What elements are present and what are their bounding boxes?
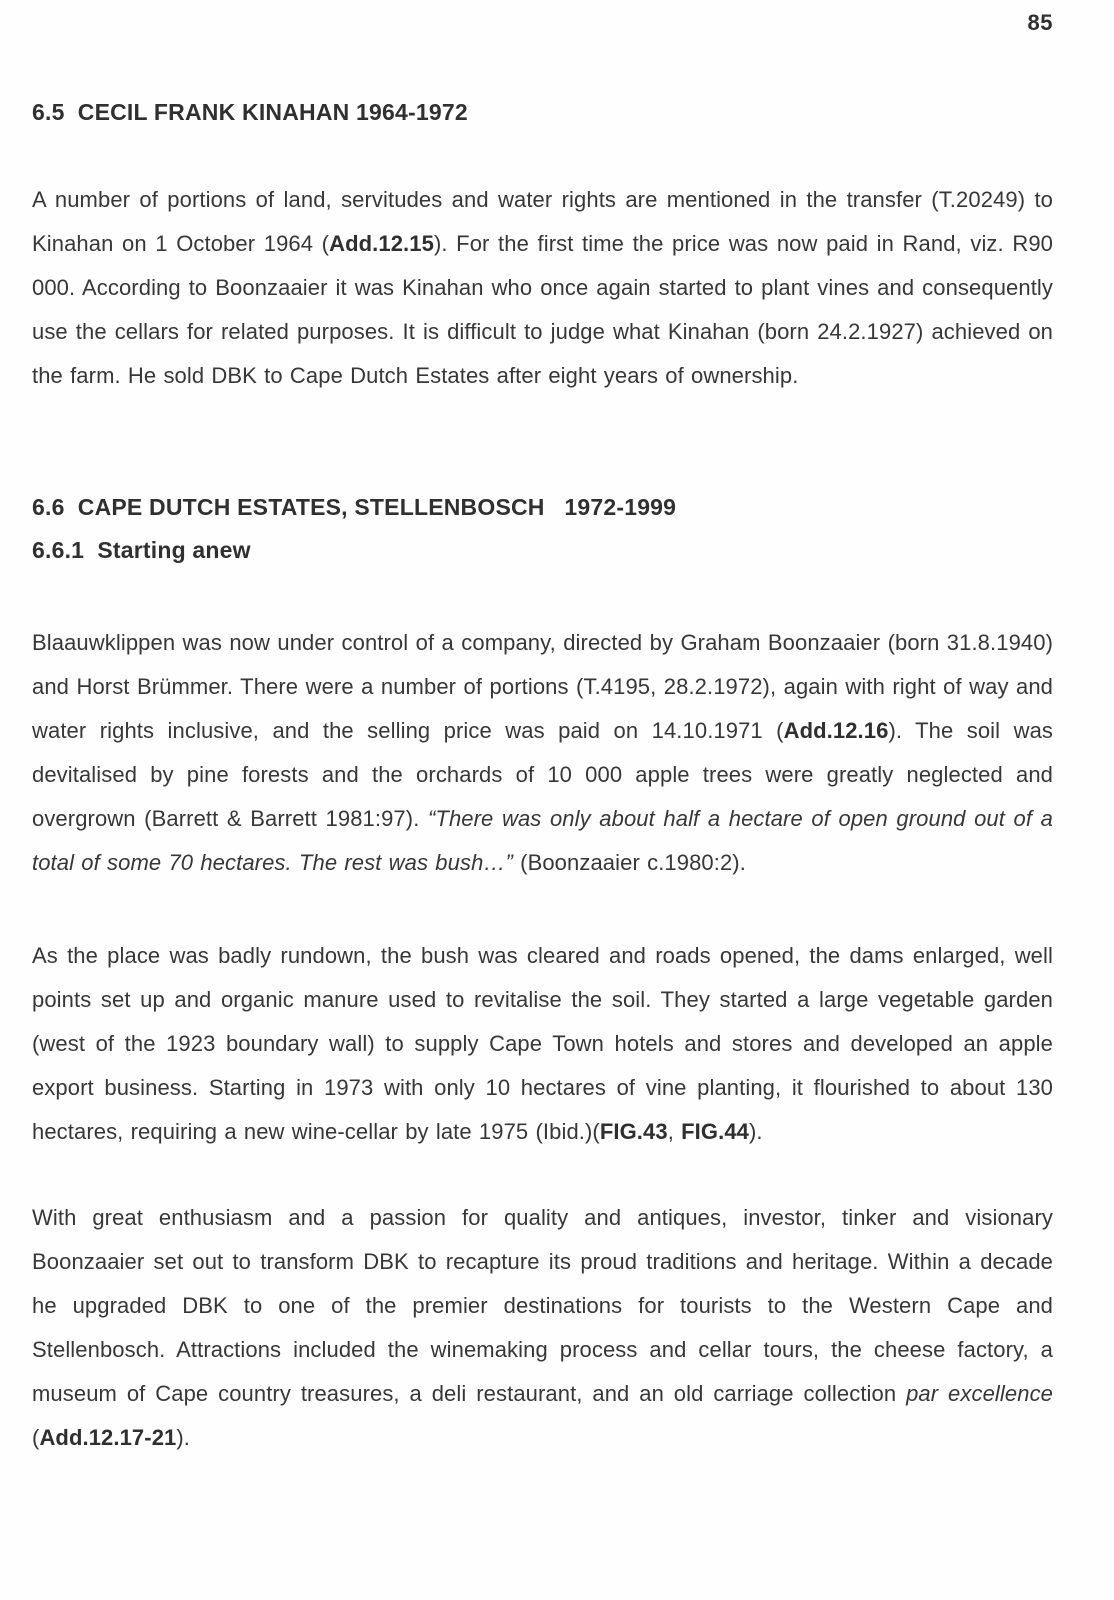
paragraph-kinahan [32, 178, 1053, 398]
text-run: Blaauwklippen was now under control of a company, directed by Graham Boonzaaier (born 31.8.1940) and Horst Brümmer. There were a number of portions (T.4195, 28.2.1972), again with right of way and water rights inclusive, and the selling price was paid on 14.10.1971 ( [32, 630, 1053, 743]
text-run: Add.12.15 [329, 231, 434, 256]
paragraph-starting-anew [32, 621, 1053, 885]
text-run: “There was only about half a hectare of open ground out of a total of some 70 hectares. The rest was bush…” [32, 806, 1053, 875]
text-run: FIG.44 [681, 1119, 749, 1144]
text-run: (Boonzaaier c.1980:2). [512, 850, 746, 875]
text-run: FIG.43 [599, 1119, 668, 1144]
text-run: With great enthusiasm and a passion for quality and antiques, investor, tinker and visionary Boonzaaier set out to transform DBK to recapture its proud traditions and heritage. Within a decade he upgraded DBK to one of the premier destinations for tourists to the Western Cape and Stellenbosch. Attractions included the winemaking process and cellar tours, the cheese factory, a museum of Cape country treasures, a deli restaurant, and an old carriage collection [32, 1205, 1053, 1406]
paragraph-revitalise [32, 934, 1053, 1154]
text-run: A number of portions of land, servitudes and water rights are mentioned in the transfer (T.20249) to Kinahan on 1 October 1964 ( [32, 187, 1053, 256]
heading-section-6-6: 6.6 CAPE DUTCH ESTATES, STELLENBOSCH 1972-1999 [32, 494, 677, 520]
text-run: Add.12.16 [783, 718, 889, 743]
text-run: par excellence [906, 1381, 1053, 1406]
text-run: ). [176, 1425, 191, 1450]
text-run: ( [32, 1425, 40, 1450]
text-run: , [667, 1119, 682, 1144]
heading-section-6-6-1: 6.6.1 Starting anew [32, 537, 251, 563]
heading-section-6-5: 6.5 CECIL FRANK KINAHAN 1964-1972 [32, 99, 468, 125]
paragraph-enthusiasm [32, 1196, 1053, 1460]
text-run: Add.12.17-21 [39, 1425, 177, 1450]
text-run: ). The soil was devitalised by pine forests and the orchards of 10 000 apple trees were greatly neglected and overgrown (Barrett & Barrett 1981:97). [32, 718, 1054, 831]
page-number: 85 [1027, 10, 1053, 35]
text-run: ). [749, 1119, 763, 1144]
text-run: ). For the first time the price was now paid in Rand, viz. R90 000. According to Boonzaaier it was Kinahan who once again started to plant vines and consequently use the cellars for related purposes. It is difficult to judge what Kinahan (born 24.2.1927) achieved on the farm. He sold DBK to Cape Dutch Estates after eight years of ownership. [32, 231, 1053, 388]
text-run: As the place was badly rundown, the bush was cleared and roads opened, the dams enlarged, well points set up and organic manure used to revitalise the soil. They started a large vegetable garden (west of the 1923 boundary wall) to supply Cape Town hotels and stores and developed an apple export business. Starting in 1973 with only 10 hectares of vine planting, it flourished to about 130 hectares, requiring a new wine-cellar by late 1975 (Ibid.)( [32, 943, 1053, 1144]
